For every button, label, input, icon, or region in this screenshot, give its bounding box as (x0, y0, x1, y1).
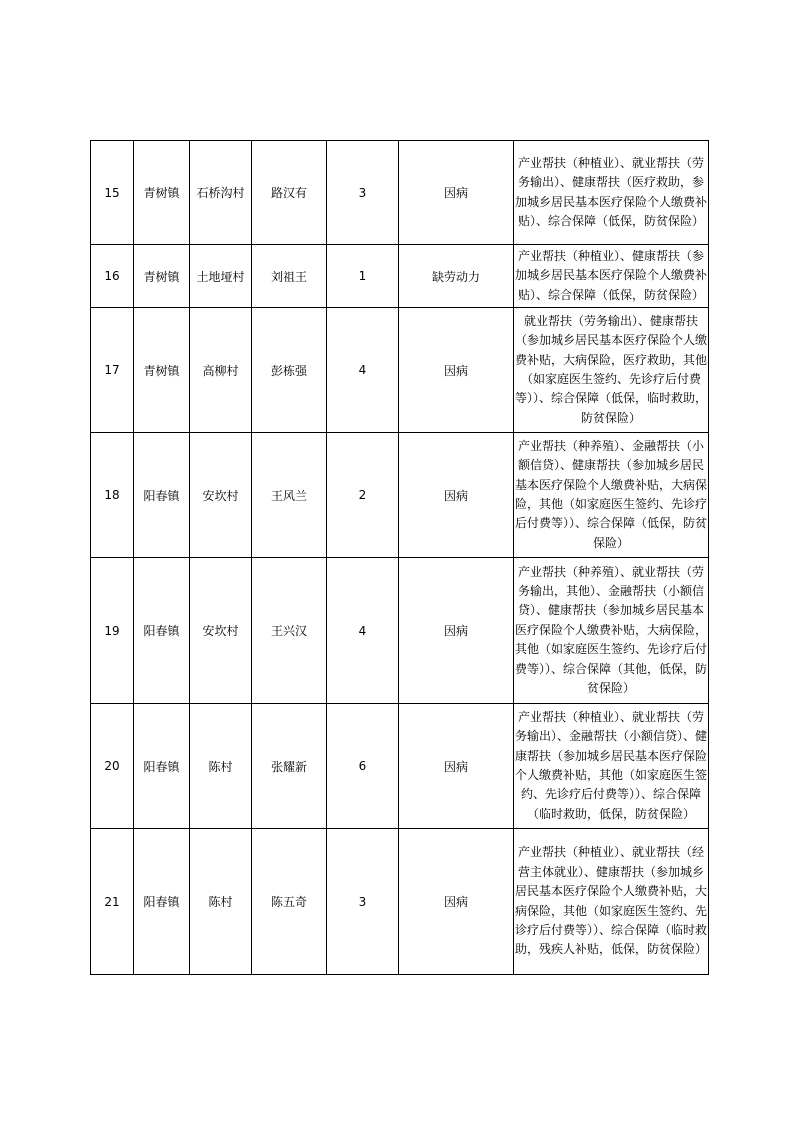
table-row (91, 245, 709, 308)
householder-name-cell: 王风兰 (252, 433, 327, 558)
village-cell: 高柳村 (190, 308, 252, 433)
household-size-cell: 3 (327, 829, 399, 975)
row-number: 20 (91, 704, 134, 829)
town-cell: 阳春镇 (134, 433, 190, 558)
assistance-measures-cell: 产业帮扶（种植业）、就业帮扶（经营主体就业）、健康帮扶（参加城乡居民基本医疗保险个人缴费补贴，大病保险，其他（如家庭医生签约、先诊疗后付费等））、综合保障（临时救助，残疾人补贴，低保，防贫保险） (514, 829, 709, 975)
table-row (91, 308, 709, 433)
poverty-cause-cell: 因病 (399, 829, 514, 975)
poverty-cause-cell: 因病 (399, 433, 514, 558)
assistance-measures-cell: 产业帮扶（种养殖）、就业帮扶（劳务输出，其他）、金融帮扶（小额信贷）、健康帮扶（参加城乡居民基本医疗保险个人缴费补贴，大病保险，其他（如家庭医生签约、先诊疗后付费等））、综合保障（其他，低保，防贫保险） (514, 558, 709, 704)
table-row (91, 558, 709, 704)
household-size-cell: 2 (327, 433, 399, 558)
row-number: 16 (91, 245, 134, 308)
town-cell: 青树镇 (134, 245, 190, 308)
village-cell: 土地垭村 (190, 245, 252, 308)
village-cell: 安坎村 (190, 558, 252, 704)
table-row (91, 433, 709, 558)
town-cell: 青树镇 (134, 308, 190, 433)
householder-name-cell: 张耀新 (252, 704, 327, 829)
row-number: 18 (91, 433, 134, 558)
household-size-cell: 4 (327, 308, 399, 433)
assistance-measures-cell: 产业帮扶（种植业）、健康帮扶（参加城乡居民基本医疗保险个人缴费补贴）、综合保障（低保，防贫保险） (514, 245, 709, 308)
poverty-cause-cell: 因病 (399, 558, 514, 704)
village-cell: 安坎村 (190, 433, 252, 558)
household-size-cell: 4 (327, 558, 399, 704)
poverty-cause-cell: 因病 (399, 141, 514, 245)
household-size-cell: 1 (327, 245, 399, 308)
poverty-relief-table (90, 140, 709, 975)
town-cell: 青树镇 (134, 141, 190, 245)
poverty-cause-cell: 因病 (399, 308, 514, 433)
householder-name-cell: 路汉有 (252, 141, 327, 245)
poverty-cause-cell: 因病 (399, 704, 514, 829)
assistance-measures-cell: 产业帮扶（种养殖）、金融帮扶（小额信贷）、健康帮扶（参加城乡居民基本医疗保险个人缴费补贴，大病保险，其他（如家庭医生签约、先诊疗后付费等））、综合保障（低保，防贫保险） (514, 433, 709, 558)
householder-name-cell: 陈五奇 (252, 829, 327, 975)
row-number: 19 (91, 558, 134, 704)
row-number: 15 (91, 141, 134, 245)
village-cell: 陈村 (190, 704, 252, 829)
table-row (91, 704, 709, 829)
row-number: 17 (91, 308, 134, 433)
householder-name-cell: 王兴汉 (252, 558, 327, 704)
table-row (91, 141, 709, 245)
householder-name-cell: 彭栋强 (252, 308, 327, 433)
poverty-cause-cell: 缺劳动力 (399, 245, 514, 308)
row-number: 21 (91, 829, 134, 975)
village-cell: 陈村 (190, 829, 252, 975)
town-cell: 阳春镇 (134, 558, 190, 704)
assistance-measures-cell: 就业帮扶（劳务输出）、健康帮扶（参加城乡居民基本医疗保险个人缴费补贴，大病保险，医疗救助，其他（如家庭医生签约、先诊疗后付费等））、综合保障（低保，临时救助，防贫保险） (514, 308, 709, 433)
table-row (91, 829, 709, 975)
household-size-cell: 6 (327, 704, 399, 829)
town-cell: 阳春镇 (134, 829, 190, 975)
household-size-cell: 3 (327, 141, 399, 245)
assistance-measures-cell: 产业帮扶（种植业）、就业帮扶（劳务输出）、健康帮扶（医疗救助，参加城乡居民基本医疗保险个人缴费补贴）、综合保障（低保，防贫保险） (514, 141, 709, 245)
householder-name-cell: 刘祖王 (252, 245, 327, 308)
village-cell: 石桥沟村 (190, 141, 252, 245)
assistance-measures-cell: 产业帮扶（种植业）、就业帮扶（劳务输出）、金融帮扶（小额信贷）、健康帮扶（参加城乡居民基本医疗保险个人缴费补贴，其他（如家庭医生签约、先诊疗后付费等））、综合保障（临时救助，低保，防贫保险） (514, 704, 709, 829)
town-cell: 阳春镇 (134, 704, 190, 829)
